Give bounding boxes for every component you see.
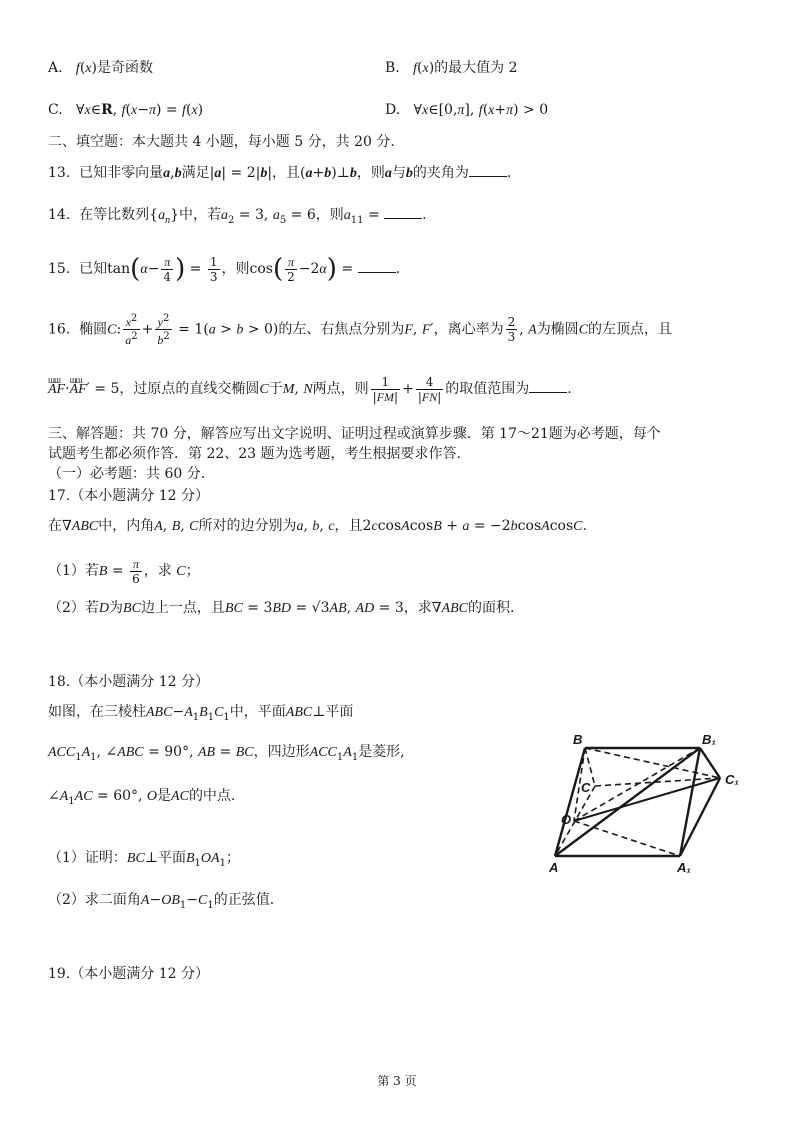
segment-o-c1 — [574, 778, 720, 821]
page-number: 第 3 页 — [377, 1074, 417, 1088]
question-18-part-1: （1）证明：BC⊥平面$B_1OA_1$； — [48, 850, 240, 869]
question-18-stem-1: 如图，在三棱柱$ABC-A_1B_1C_1$中，平面ABC⊥平面 — [48, 704, 354, 723]
hidden-segment-o-a1 — [574, 821, 680, 856]
option-a-label: A. — [48, 60, 63, 76]
question-18-stem-3: $\angle A_1AC = 60^\circ$, O是AC的中点. — [48, 788, 236, 807]
option-d: D. ∀x∈[0,π], f(x+π) > 0 — [385, 102, 549, 118]
label-a: A — [549, 860, 559, 875]
label-b: B — [573, 732, 583, 747]
answer-blank — [469, 162, 507, 177]
answer-blank — [384, 204, 422, 219]
section-3-heading: 三、解答题：共 70 分，解答应写出文字说明、证明过程或演算步骤．第 17～21题为必考题，每个 — [48, 426, 661, 442]
question-19-title: 19.（本小题满分 12 分） — [48, 966, 209, 982]
question-18-stem-2: $ACC_1A_1$, ∠ABC = 90°, AB = BC，四边形$ACC_1A_1$是菱形, — [48, 744, 405, 763]
section-3-subheading: （一）必考题：共 60 分. — [48, 466, 206, 482]
answer-blank — [358, 258, 396, 273]
label-a1: A₁ — [677, 860, 691, 875]
edge-c1-a1 — [680, 778, 720, 856]
option-a-text: 是奇函数 — [96, 60, 153, 76]
answer-blank — [529, 378, 567, 393]
section-3-heading-line2: 试题考生都必须作答．第 22、23 题为选考题，考生根据要求作答. — [48, 446, 461, 462]
option-b-text: 的最大值为 2 — [434, 60, 518, 76]
label-b1: B₁ — [702, 732, 716, 747]
question-18-title: 18.（本小题满分 12 分） — [48, 674, 209, 690]
label-c: C — [581, 780, 591, 795]
question-13: 13. 已知非零向量a,b满足|a| = 2|b|，且(a+b)⊥b，则a与b的夹角为 . — [48, 162, 511, 184]
label-o: O — [561, 812, 572, 827]
option-d-label: D. — [385, 102, 401, 118]
section-2-heading: 二、填空题：本大题共 4 小题，每小题 5 分，共 20 分. — [48, 134, 395, 150]
question-16: 16. 椭圆C: $\frac{x^2}{a^2}$ + $\frac{y^2}{b^2}$ = 1(a > b > 0)的左、右焦点分别为F, F′，离心率为 $\frac{2}{3}$ , A为椭圆C的左顶点，且 — [48, 313, 673, 347]
question-16-continued: ɯɯ AF·ɯɯ AF′ = 5，过原点的直线交椭圆C于M, N两点，则 $\frac{1}{|FM|}$ + $\frac{4}{|FN|}$ 的取值范围为 . — [48, 372, 572, 407]
question-14: 14. 在等比数列$\{a_n\}$中，若$a_2 = 3$, $a_5 = 6$，则$a_{11}$ = . — [48, 204, 427, 231]
option-b: B. f(x)的最大值为 2 — [385, 60, 518, 76]
option-a: A. f(x)是奇函数 — [48, 60, 153, 76]
question-17-title: 17.（本小题满分 12 分） — [48, 488, 209, 504]
prism-figure — [545, 728, 755, 878]
question-17-part-2: （2）若D为BC边上一点，且BC = 3BD = √3AB, AD = 3，求∇ABC的面积. — [48, 600, 515, 616]
option-b-label: B. — [385, 60, 400, 76]
edge-b-a — [555, 748, 585, 856]
label-c1: C₁ — [725, 772, 739, 787]
question-18-part-2: （2）求二面角$A-OB_1-C_1$的正弦值. — [48, 892, 275, 911]
question-17-part-1: （1）若B = $\frac{\pi}{6}$ ，求 C； — [48, 556, 200, 586]
option-c-label: C. — [48, 102, 63, 118]
question-15: 15. 已知tan(α− $\frac{\pi}{4}$ ) = $\frac{1}{3}$ ，则cos( $\frac{\pi}{2}$ −2α) = . — [48, 254, 401, 284]
question-17-stem: 在∇ABC中，内角A, B, C所对的边分别为a, b, c，且2ccosAcosB + a = −2bcosAcosC. — [48, 518, 587, 534]
edge-b1-a1 — [680, 748, 700, 856]
option-c: C. ∀x∈R, f(x−π) = f(x) — [48, 102, 204, 118]
